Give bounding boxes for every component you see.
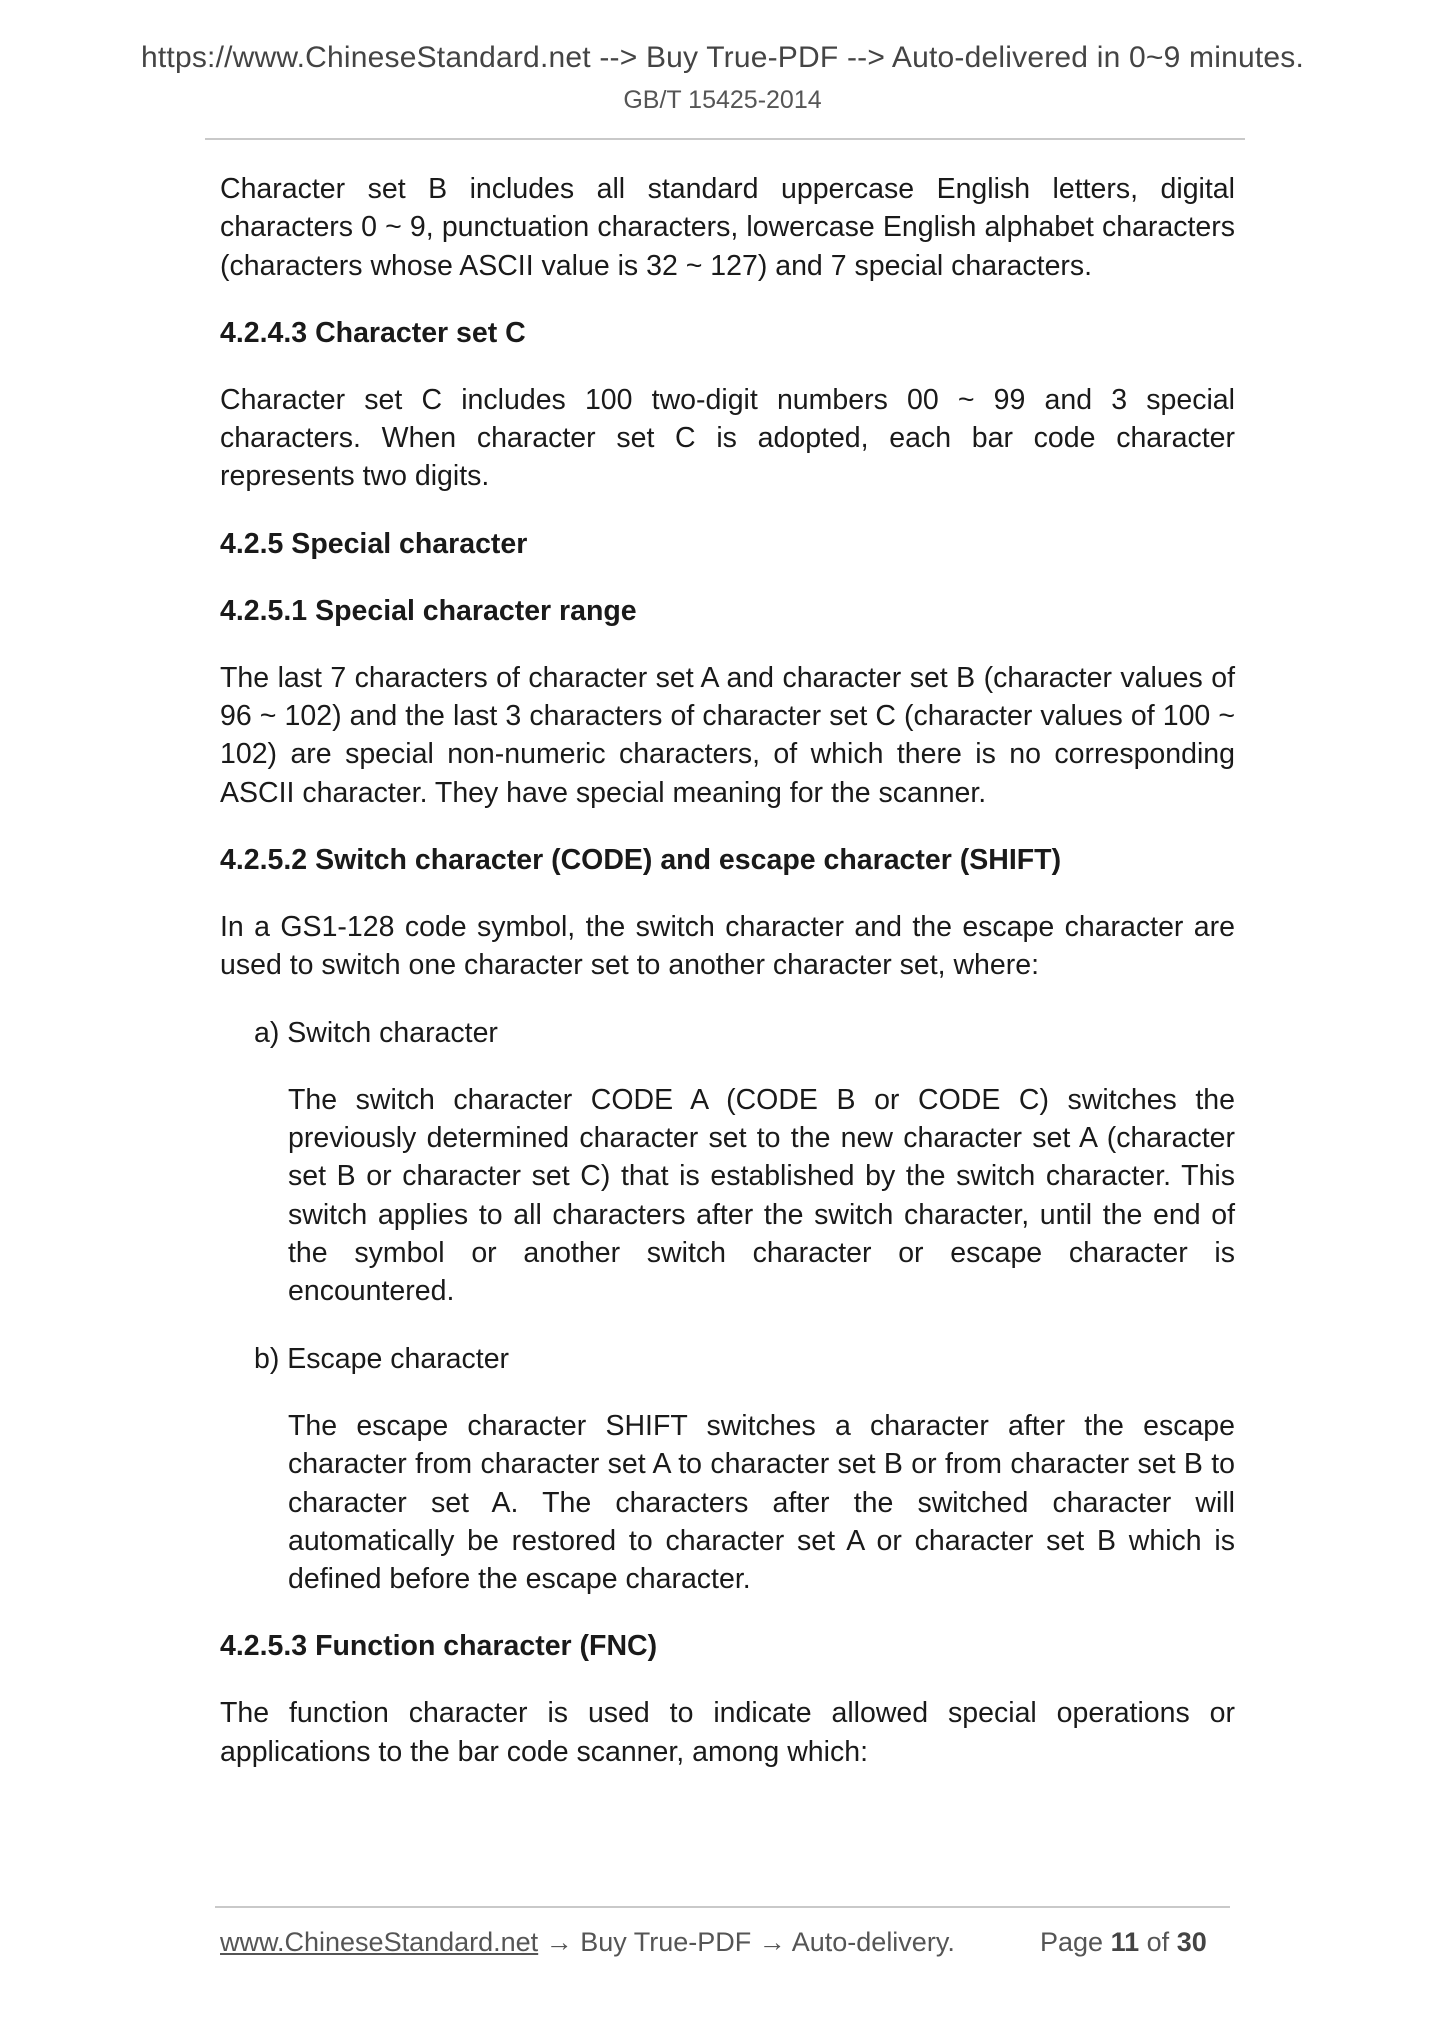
page-of-word: of — [1146, 1927, 1170, 1957]
paragraph-special-character-range: The last 7 characters of character set A and character set B (character values of 96 ~ 102) and the last 3 characters of character set C (character values of 100 ~ 102) are special non-numeric characters, of which there is no corresponding ASCII character. They have special meaning for the scanner. — [220, 661, 1235, 809]
page-number — [1040, 1924, 1207, 1960]
list-item-a-body: The switch character CODE A (CODE B or CODE C) switches the previously determined character set to the new character set A (character set B or character set C) that is established by the switch character. This switch applies to all characters after the switch character, until the end of the symbol or another switch character or escape character is encountered. — [288, 1083, 1235, 1308]
page-word: Page — [1040, 1927, 1104, 1957]
list-item-b-label: b) Escape character — [254, 1342, 510, 1375]
footer-site-link[interactable]: www.ChineseStandard.net — [220, 1927, 539, 1957]
header-divider — [205, 138, 1245, 140]
heading-4-2-5-2: 4.2.5.2 Switch character (CODE) and escape character (SHIFT) — [220, 843, 1062, 876]
paragraph-character-set-b: Character set B includes all standard uppercase English letters, digital characters 0 ~ 9, punctuation characters, lowercase English alphabet characters (characters whose ASCII value is 32 ~ 127) and 7 special characters. — [220, 173, 1235, 282]
paragraph-character-set-c: Character set C includes 100 two-digit numbers 00 ~ 99 and 3 special characters. When character set C is adopted, each bar code character represents two digits. — [220, 383, 1235, 493]
heading-4-2-4-3: 4.2.4.3 Character set C — [220, 316, 526, 349]
header-url-line: https://www.ChineseStandard.net --> Buy True-PDF --> Auto-delivered in 0~9 minutes. — [141, 41, 1304, 74]
paragraph-switch-intro: In a GS1-128 code symbol, the switch character and the escape character are used to switch one character set to another character set, where: — [220, 910, 1235, 982]
footer-divider — [215, 1906, 1230, 1908]
list-item-b-body: The escape character SHIFT switches a character after the escape character from character set A to character set B or from character set B to character set A. The characters after the switched character will automatically be restored to character set A or character set B which is defined before the escape character. — [288, 1409, 1235, 1596]
list-item-a-label: a) Switch character — [254, 1016, 498, 1049]
heading-4-2-5: 4.2.5 Special character — [220, 527, 528, 560]
footer-promo-text: → Buy True-PDF → Auto-delivery. — [538, 1927, 955, 1957]
page-current: 11 — [1110, 1927, 1140, 1957]
heading-4-2-5-3: 4.2.5.3 Function character (FNC) — [220, 1630, 658, 1663]
paragraph-function-character: The function character is used to indicate allowed special operations or applications to the bar code scanner, among which: — [220, 1697, 1235, 1768]
page-total: 30 — [1176, 1927, 1207, 1957]
heading-4-2-5-1: 4.2.5.1 Special character range — [220, 594, 637, 627]
standard-code: GB/T 15425-2014 — [623, 86, 822, 114]
page-header — [0, 38, 1445, 116]
document-body — [220, 170, 1235, 1800]
footer-promo — [220, 1924, 955, 1960]
